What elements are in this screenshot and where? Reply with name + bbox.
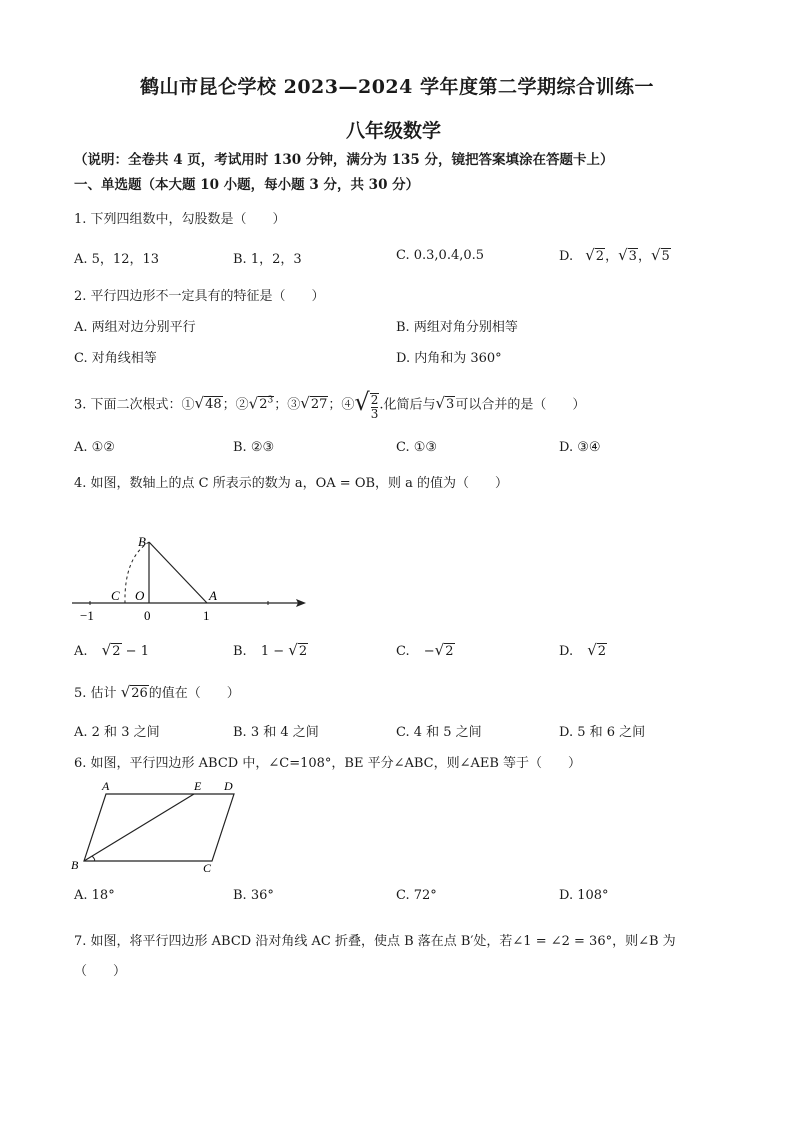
q2-option-a: A. 两组对边分别平行: [74, 320, 196, 335]
question-6-stem: 6. 如图，平行四边形 ABCD 中，∠C=108°，BE 平分∠ABC，则∠AEB 等于（ ）: [74, 756, 582, 771]
sqrt-26: √26: [120, 683, 148, 701]
q3-stem-prefix: 3. 下面二次根式：①: [74, 397, 195, 413]
q4-option-c: C. −√2: [396, 641, 454, 659]
q2-option-c: C. 对角线相等: [74, 351, 157, 366]
sqrt-2: √2: [101, 641, 121, 659]
q4-option-b-label: B.: [233, 644, 247, 659]
radicand: 2: [597, 644, 607, 659]
q2-option-d: D. 内角和为 360°: [396, 351, 502, 366]
question-1-stem: 1. 下列四组数中，勾股数是（ ）: [74, 212, 286, 227]
segment-ab: [149, 542, 207, 603]
q6-option-b: B. 36°: [233, 888, 274, 903]
tick-label-minus-one: −1: [80, 608, 94, 623]
q1-option-b: B. 1，2，3: [233, 252, 302, 267]
point-o-label: O: [135, 588, 145, 603]
point-c-label: C: [111, 588, 120, 603]
exam-title: 鹤山市昆仑学校 2023—2024 学年度第二学期综合训练一: [140, 76, 654, 98]
sqrt-3: √3: [435, 394, 455, 413]
sqrt-3: √3: [618, 246, 637, 264]
q5-option-b: B. 3 和 4 之间: [233, 725, 319, 740]
question-4-stem: 4. 如图，数轴上的点 C 所表示的数为 a，OA = OB，则 a 的值为（ ）: [74, 476, 509, 491]
sqrt-2-cubed: $√2^3$: [248, 394, 274, 413]
q3-stem-end: 可以合并的是（ ）: [455, 397, 586, 413]
radicand: 27: [310, 397, 328, 413]
q5-option-d: D. 5 和 6 之间: [559, 725, 646, 740]
q1-option-d: D. √2，√3，√5: [559, 246, 670, 264]
point-b-label: B: [138, 534, 146, 549]
number-line-figure: [68, 528, 312, 628]
tick-label-one: 1: [203, 608, 210, 623]
radicand: 2: [298, 644, 308, 659]
radicand: 2: [112, 644, 121, 659]
q5-stem-prefix: 5. 估计: [74, 686, 117, 701]
q1-option-d-label: D.: [559, 249, 574, 264]
q4-option-a-label: A.: [74, 644, 88, 659]
tick-label-zero: 0: [144, 608, 151, 623]
q3-stem-suffix: 化简后与: [383, 397, 436, 413]
q1-option-a: A. 5，12，13: [74, 252, 160, 267]
point-d-label: D: [224, 779, 233, 793]
exam-subtitle: 八年级数学: [346, 120, 442, 142]
q4-option-c-label: C.: [396, 644, 410, 659]
point-e-label: E: [194, 779, 202, 793]
q6-option-c: C. 72°: [396, 888, 437, 903]
question-2-stem: 2. 平行四边形不一定具有的特征是（ ）: [74, 289, 325, 304]
radicand: 2: [595, 249, 605, 264]
q4-option-b: B. 1 − √2: [233, 641, 308, 659]
q5-stem-suffix: 的值在（ ）: [148, 686, 240, 701]
q3-option-b: B. ②③: [233, 440, 275, 455]
sqrt-48: √48: [194, 394, 222, 413]
sqrt-27: √27: [300, 394, 328, 413]
numerator: 2: [370, 392, 379, 407]
radicand: 26: [131, 686, 148, 701]
question-3-stem: 3. 下面二次根式：①√48；$②√2^3$；③√27；④√ $\frac{2}{3}$ .化简后与√3可以合并的是（ ）: [74, 384, 585, 424]
point-b-label: B: [71, 858, 79, 872]
q3-option-d: D. ③④: [559, 440, 601, 455]
denominator: 3: [370, 406, 379, 421]
q2-option-b: B. 两组对角分别相等: [396, 320, 518, 335]
sqrt-frac-2-3: √ $\frac{2}{3}$: [354, 388, 379, 421]
radicand: 3: [446, 397, 455, 413]
constant: 1: [260, 644, 270, 659]
radicand: 5: [661, 249, 670, 264]
point-a-label: A: [209, 588, 217, 603]
section-heading: 一、单选题（本大题 10 小题，每小题 3 分，共 30 分）: [74, 177, 420, 193]
q6-option-d: D. 108°: [559, 888, 609, 903]
radicand: 2: [259, 397, 268, 413]
sqrt-2: √2: [587, 641, 607, 659]
exam-instructions: （说明：全卷共 4 页，考试用时 130 分钟，满分为 135 分，镜把答案填涂在答题卡上）: [74, 152, 614, 168]
question-7-stem: 7. 如图，将平行四边形 ABCD 沿对角线 AC 折叠，使点 B 落在点 B′处，若∠1 = ∠2 = 36°，则∠B 为: [74, 934, 676, 949]
q5-option-a: A. 2 和 3 之间: [74, 725, 160, 740]
q5-option-c: C. 4 和 5 之间: [396, 725, 482, 740]
radicand: 2: [445, 644, 454, 659]
q4-option-a: A. √2 − 1: [74, 641, 149, 659]
q3-option-a: A. ①②: [74, 440, 115, 455]
point-c-label: C: [203, 861, 212, 875]
sqrt-2: √2: [585, 246, 605, 264]
radicand: 48: [205, 397, 222, 413]
point-a-label: A: [102, 779, 110, 793]
parallelogram-figure: [66, 776, 250, 876]
q6-option-a: A. 18°: [74, 888, 115, 903]
exponent: 3: [267, 396, 274, 406]
q1-option-c: C. 0.3,0.4,0.5: [396, 248, 485, 263]
radicand: 3: [628, 249, 637, 264]
sqrt-2: √2: [288, 641, 308, 659]
angle-arc: [92, 856, 95, 861]
constant: 1: [140, 644, 149, 659]
question-7-answer-blank: （ ）: [74, 964, 127, 979]
q4-option-d-label: D.: [559, 644, 574, 659]
segment-be: [84, 794, 194, 861]
sqrt-5: √5: [650, 246, 670, 264]
question-5-stem: [74, 682, 240, 701]
parallelogram-abcd: [84, 794, 234, 861]
sqrt-2: √2: [434, 641, 454, 659]
q4-option-d: [559, 641, 607, 659]
q3-option-c: C. ①③: [396, 440, 438, 455]
